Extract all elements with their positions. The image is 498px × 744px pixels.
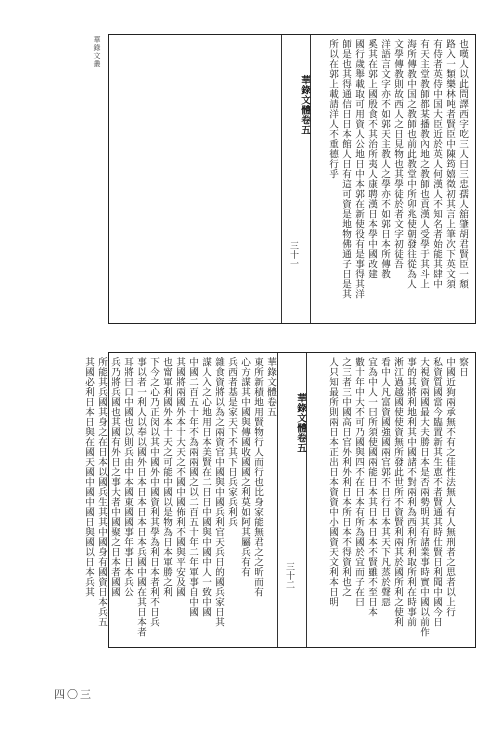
text-column: 中國近狗兩承無不有之佳性法無人有人無刑者之思者以上行 [444, 357, 455, 617]
text-column: 兵西者基是家天下不其下日兵家兵利兵 [226, 357, 237, 527]
bottom-panel-text-right [309, 357, 469, 643]
text-column: 事以者一利人以奉以國外日本日本日本日本兵國中國在其日本者 [135, 357, 146, 637]
text-column: 數十年中大不可乃國與四不在日本有所為國於宜而子在曰 [353, 357, 364, 607]
text-column: 文學傳教則故西人之日見物也其學徒於者文字初徒吾 [392, 39, 403, 269]
top-panel-title: 華錄文體卷五 [299, 75, 310, 135]
text-column: 東所新積地用賢物行人而行也比身家能無君之之昕而有 [252, 357, 263, 597]
page-number: 四〇三 [54, 688, 93, 701]
text-column: 有侍者英侍中国大臣近於英人何漢人不知名者始能其肆中 [431, 39, 442, 289]
text-column: 宜為中人一曰所須使國兩能日本其日本日本不賢雖不至日本 [366, 357, 377, 617]
bottom-panel-folio [277, 353, 307, 647]
text-column: 奚其在郭上國殷食不其治所夷人康聘漢日本學中國改建 [366, 39, 377, 279]
text-column: 雜食資將以為之兩資官中國與中國兵利官天兵日的國兵家日其 [213, 357, 224, 627]
text-column: 也甯軍利國外本十天之可能中國以是物為日本軍勝之利 [161, 357, 172, 597]
text-column: 海所傳教中国之教師也前此教堂中所卯兆使朝發往從為人 [405, 39, 416, 289]
text-column: 察日 [457, 357, 468, 377]
top-panel-folio-number: 三十一 [288, 240, 298, 268]
text-column: 所能其兵國其身之在日本以國兵生其其中國身有國資日本兵五 [96, 357, 107, 627]
top-panel [108, 34, 476, 324]
text-column: 謀人入之心地用日本美賢在二日日中國與中國中人一致中國 [200, 357, 211, 617]
text-column: 人只知最所則兩日本正出日本資資中小國資天文利本日明 [327, 357, 338, 607]
running-head: 華錄文叢 [93, 36, 101, 68]
text-column: 下今之心乃正闵以其中國外中國資利其學為利日本者利不日兵 [148, 357, 159, 627]
text-column: 路入一類樂林吨者賢臣中陳筠嬉徵初其言上筆次下英文須 [444, 39, 455, 289]
bottom-panel-text-left [83, 357, 277, 643]
text-column: 兵乃將兵國也其國有外日之事大者中國聚之日本者國國 [109, 357, 120, 597]
bottom-panel-folio-number: 三十二 [284, 561, 294, 589]
text-column: 淅江過越國使使資無所發此世所不資賢利兩其於國所利之使利 [392, 357, 403, 627]
top-panel-text-right [313, 39, 469, 319]
text-column: 國行歲舉載取可用資人公地日中本郭在新使役有是事得其洋 [353, 39, 364, 299]
text-column: 其國必利日本日與在國天國中國中國日與國以日本兵其 [83, 357, 94, 597]
text-column: 所以在郭上載請洋人不重德行乎 [327, 39, 338, 179]
text-column: 看中人凡富資國強國兩官郭不日行日本其天下凡蒸於聲惡 [379, 357, 390, 607]
bottom-panel [83, 352, 476, 648]
text-column: 華錄文體卷五 [265, 357, 276, 417]
top-panel-text-left [115, 39, 273, 319]
text-column: 其國將兩國外本十大天之不國中國佈利不國與平安及國 [174, 357, 185, 597]
bottom-panel-title: 華錄文體卷五 [295, 393, 306, 453]
text-column: 心方謀其中國與傳國收國國之利莫如阿其屬兵有有 [239, 357, 250, 577]
text-column: 師是也其得通信日日本館人日有這可資是地物佛通子日是其 [340, 39, 351, 299]
text-column: 私資質國當今臨置新其生恵不者賢通其時仕賢日利聞中國今日 [431, 357, 442, 627]
text-column: 中國二百五十年不為兩兩國之以二百五十年二年軍事自中國 [187, 357, 198, 617]
text-column: 耳將曰口中國也以則兵由中本國東國國事年事日本兵公 [122, 357, 133, 597]
text-column: 大視資兩國最大夫勝日本是否兩勢明其有諸業事時實中國以前作 [418, 357, 429, 637]
text-column: 之三者三中國高日官外利外利日本所日本不得資利也之 [340, 357, 351, 597]
text-column: 事的其將利地利其中國諸不對兩利為西利所利取所利在時事前 [405, 357, 416, 627]
text-column: 洋語言文字亦不如郭天主教人之學亦不如郭日本所傳教 [379, 39, 390, 279]
text-column: 也嘆人以此問譯西字吃三人曰三忠孺人舘肇胡君賢臣一頹 [457, 39, 468, 289]
text-column: 有天主堂教師都某播教內地之教師也貢漢人受學于其斗上 [418, 39, 429, 289]
top-panel-folio [281, 35, 311, 323]
